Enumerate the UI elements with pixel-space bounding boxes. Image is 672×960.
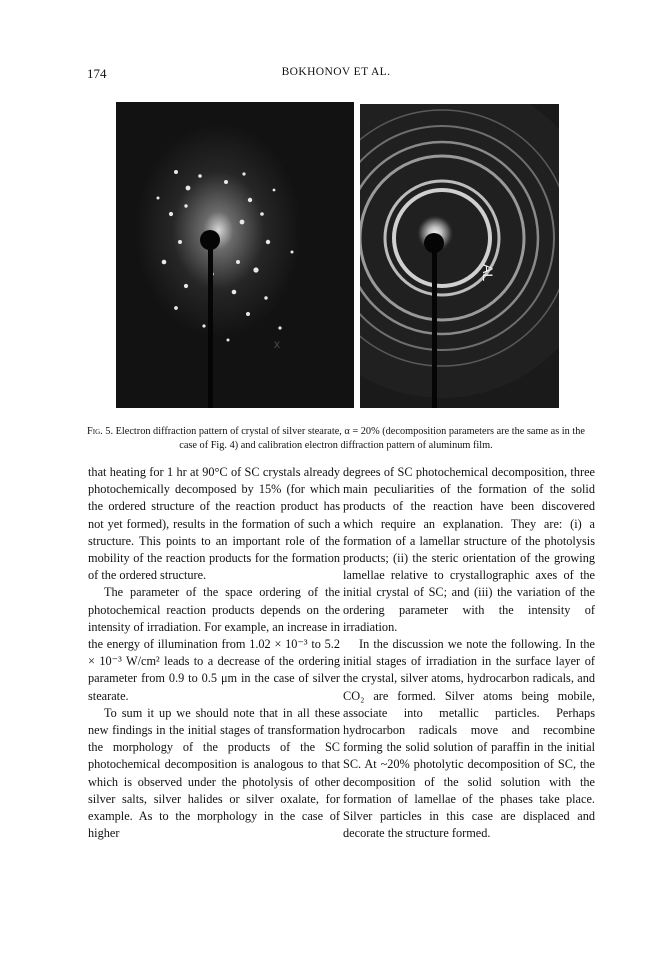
- page-number: 174: [87, 66, 107, 81]
- paragraph: that heating for 1 hr at 90°C of SC crystals already photochemically decomposed by 15% (for which the ordered structure of the reaction product has not yet formed), results in the formation of such a structure. This points to an important role of the mobility of the reaction products for the formation of the ordered structure.: [88, 465, 340, 583]
- right-column: [343, 464, 595, 842]
- paragraph: In the discussion we note the following. In the initial stages of irradiation in the surface layer of the crystal, silver atoms, hydrocarbon radicals, and CO₂ are formed. Silver atoms being mobile, associate into metallic particles. Perhaps hydrocarbon radicals move and recombine forming the solid solution of paraffin in the initial SC. At ~20% photolytic decomposition of SC, the decomposition of the solid solution with the formation of lamellae of the phases take place. Silver particles in this case are displaced and decorate the structure formed.: [343, 637, 595, 841]
- paragraph: To sum it up we should note that in all these new findings in the initial stages of transformation the morphology of the products of the SC photochemical decomposition is analogous to that which is observed under the photolysis of other silver salts, silver halides or silver oxalate, for example. As to the morphology in the case of higher: [88, 705, 340, 841]
- paragraph: degrees of SC photochemical decomposition, three main peculiarities of the formation of the solid products of the reaction have been discovered which require an explanation. They are: (i) a formation of a lamellar structure of the photolysis products; (ii) the steric orientation of the growing lamellae relative to crystallographic axes of the initial crystal of SC; and (iii) the variation of the ordering parameter with the intensity of irradiation.: [343, 465, 595, 634]
- figure-caption: [80, 425, 592, 453]
- al-label: AL: [480, 264, 496, 282]
- running-head: BOKHONOV ET AL.: [281, 66, 391, 78]
- caption-text: Electron diffraction pattern of crystal of silver stearate, α = 20% (decomposition parameters are the same as in the case of Fig. 4) and calibration electron diffraction pattern of aluminum film.: [115, 426, 585, 451]
- diffraction-pattern-silver-stearate: [116, 102, 354, 408]
- left-column: [88, 464, 340, 842]
- calibration-pattern-aluminum: [360, 104, 559, 408]
- paragraph: The parameter of the space ordering of the photochemical reaction products depends on the intensity of irradiation. For example, an increase in the energy of illumination from 1.02 × 10⁻³ to 5.2 × 10⁻³ W/cm² leads to a decrease of the ordering parameter from 0.9 to 0.5 μm in the case of silver stearate.: [88, 585, 340, 703]
- figure-label: Fig. 5.: [87, 426, 114, 437]
- left-panel-marking: x: [274, 337, 280, 351]
